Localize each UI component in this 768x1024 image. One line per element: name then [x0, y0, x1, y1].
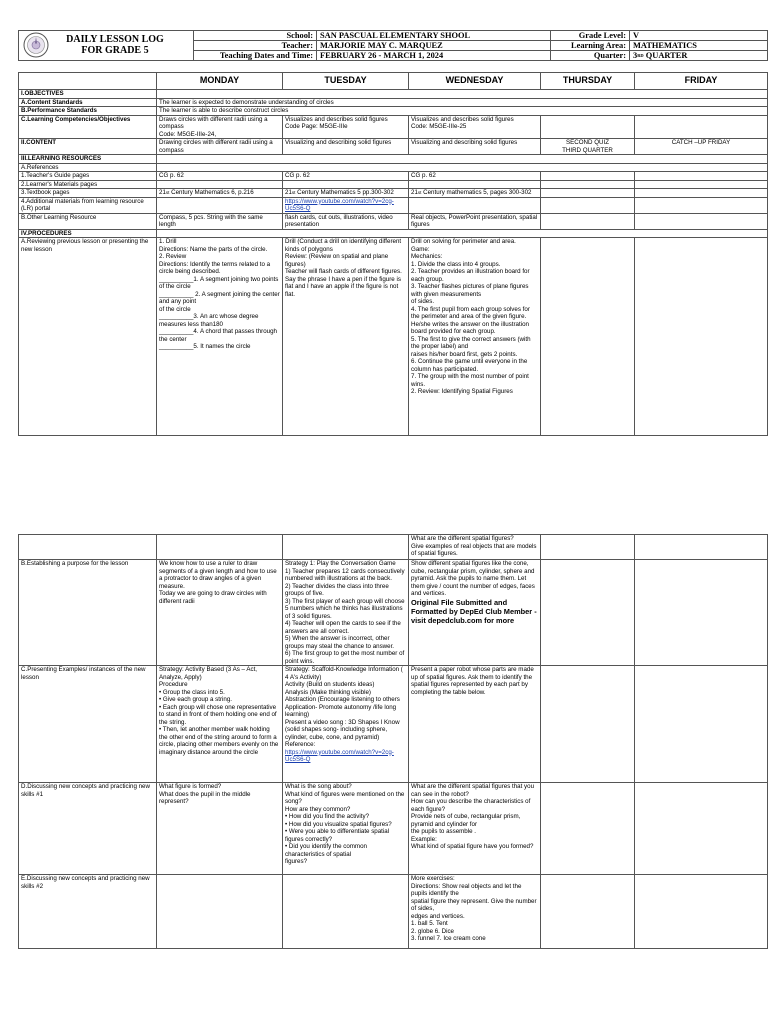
presenting-row [19, 666, 768, 783]
content-row [19, 139, 768, 155]
learners-materials-thursday [541, 180, 635, 189]
continued-friday [635, 535, 768, 560]
performance-standards-value: The learner is able to describe construct circles [157, 107, 768, 116]
other-resources-label: B.Other Learning Resource [19, 213, 157, 229]
textbook-wednesday [409, 189, 541, 198]
dates-label: Teaching Dates and Time: [194, 51, 317, 61]
teachers-guide-friday [635, 172, 768, 181]
reviewing-monday: 1. Drill Directions: Name the parts of the circle. 2. Review Directions: Identify the terms related to a circle being described. __________1. A segment joining two points of the circle __________ 2. A segment joining the center and any point of the circle __________3. An arc whose degree measures less than180 __________4. A chord that passes through the center __________5. It names the circle [157, 238, 283, 436]
objectives-row [19, 90, 768, 99]
grade-value: V [630, 31, 768, 41]
competencies-tuesday: Visualizes and describes solid figures Code Page: M5GE-IIIe [283, 115, 409, 139]
teachers-guide-thursday [541, 172, 635, 181]
discussing-2-thursday [541, 875, 635, 949]
objectives-label: I.OBJECTIVES [19, 90, 157, 99]
procedures-row [19, 229, 768, 238]
day-monday: MONDAY [157, 73, 283, 90]
discussing-1-wednesday: What are the different spatial figures that you can see in the robot? How can you describe the characteristics of each figure? Provide nets of cube, rectangular prism, pyramid and cylinder for the pupils to assemble . Example: What kind of spatial figure have you formed? [409, 783, 541, 875]
purpose-label: B.Establishing a purpose for the lesson [19, 560, 157, 666]
day-tuesday: TUESDAY [283, 73, 409, 90]
additional-materials-friday [635, 197, 768, 213]
reviewing-wednesday: Drill on solving for perimeter and area. Game: Mechanics: 1. Divide the class into 4 groups. 2. Teacher provides an illustration board for each group. 3. Teacher flashes pictures of plane figures with given measurements of sides. 4. The first pupil from each group solves for the perimeter and area of the given figure. He/she writes the answer on the illustration board provided for each group. 5. The first to give the correct answers (with the proper label) and raises his/her board first, gets 2 points. 6. Continue the game until everyone in the column has participated. 7. The group with the most number of point wins. 2. Review: Identifying Spatial Figures [409, 238, 541, 436]
continued-tuesday [283, 535, 409, 560]
textbook-monday-text: Century Mathematics 6, p.216 [169, 189, 254, 196]
teachers-guide-wednesday: CG p. 62 [409, 172, 541, 181]
additional-materials-label: 4.Additional materials from learning resource (LR) portal [19, 197, 157, 213]
discussing-1-monday: What figure is formed? What does the pupil in the middle represent? [157, 783, 283, 875]
discussing-1-friday [635, 783, 768, 875]
quarter-text: QUARTER [643, 51, 688, 60]
header-title [55, 34, 175, 56]
title-line-2: FOR GRADE 5 [81, 45, 149, 56]
learners-materials-label: 2.Learner's Materials pages [19, 180, 157, 189]
learners-materials-friday [635, 180, 768, 189]
lesson-grid-table-continued [18, 534, 768, 949]
learners-materials-tuesday [283, 180, 409, 189]
presenting-tuesday [283, 666, 409, 783]
textbook-tuesday-text: Century Mathematics 5 pp.300-302 [295, 189, 394, 196]
lesson-grid-part-1 [18, 72, 767, 436]
presenting-tuesday-text: Strategy: Scaffold-Knowledge Information ( 4 A's Activity) Activity (Build on students ideas) Analysis (Make thinking visible) Abstraction (Encourage listening to others Application- Promote autonomy /life long learning) Present a video song : 3D Shapes I Know (solid shapes song- including sphere, cylinder, cube, cone, and pyramid) Reference: [285, 666, 403, 748]
textbook-row [19, 189, 768, 198]
other-resources-friday [635, 213, 768, 229]
learning-resources-row [19, 155, 768, 164]
presenting-wednesday: Present a paper robot whose parts are made up of spatial figures. Ask them to identify the spatial figures represented by each part by completing the table below. [409, 666, 541, 783]
competencies-thursday [541, 115, 635, 139]
purpose-wednesday [409, 560, 541, 666]
additional-materials-row [19, 197, 768, 213]
area-label: Learning Area: [551, 41, 630, 51]
competencies-row [19, 115, 768, 139]
continued-thursday [541, 535, 635, 560]
references-row [19, 163, 768, 172]
additional-materials-thursday [541, 197, 635, 213]
continued-label [19, 535, 157, 560]
purpose-wednesday-text: Show different spatial figures like the cone, cube, rectangular prism, cylinder, sphere and pyramid. Ask the pupils to name them. Let them give / count the number of edges, faces and vertices. [411, 560, 535, 597]
area-value: MATHEMATICS [630, 41, 768, 51]
textbook-label: 3.Textbook pages [19, 189, 157, 198]
school-value: SAN PASCUAL ELEMENTARY SHOOL [317, 31, 551, 41]
content-thursday: SECOND QUIZ THIRD QUARTER [541, 139, 635, 155]
learners-materials-row [19, 180, 768, 189]
other-resources-row [19, 213, 768, 229]
content-label: II.CONTENT [19, 139, 157, 155]
competencies-monday: Draws circles with different radii using a compass Code: M5GE-IIIe-24, [157, 115, 283, 139]
purpose-friday [635, 560, 768, 666]
procedures-value [157, 229, 768, 238]
content-standards-row [19, 98, 768, 107]
content-friday: CATCH –UP FRIDAY [635, 139, 768, 155]
textbook-tuesday-sup: st [291, 190, 296, 195]
other-resources-monday: Compass, 5 pcs. String with the same length [157, 213, 283, 229]
dates-value: FEBRUARY 26 - MARCH 1, 2024 [317, 51, 551, 61]
reviewing-tuesday: Drill (Conduct a drill on identifying different kinds of polygons Review: (Review on spatial and plane figures) Teacher will flash cards of different figures. Say the phrase I have a pen if the figure is flat and I have an apple if the figure is not flat. [283, 238, 409, 436]
other-resources-wednesday: Real objects, PowerPoint presentation, spatial figures [409, 213, 541, 229]
textbook-wednesday-num: 21 [411, 189, 418, 196]
reviewing-row [19, 238, 768, 436]
objectives-value [157, 90, 768, 99]
textbook-friday [635, 189, 768, 198]
discussing-2-tuesday [283, 875, 409, 949]
references-value [157, 163, 768, 172]
quarter-suffix: RD [637, 53, 644, 58]
textbook-monday-sup: st [165, 190, 170, 195]
presenting-friday [635, 666, 768, 783]
textbook-tuesday-num: 21 [285, 189, 292, 196]
additional-materials-tuesday-link[interactable]: https://www.youtube.com/watch?v=2cg-Uc5S6-Q [283, 197, 409, 213]
title-line-1: DAILY LESSON LOG [66, 34, 164, 45]
textbook-thursday [541, 189, 635, 198]
discussing-2-wednesday: More exercises: Directions: Show real objects and let the pupils identify the spatial figure they represent. Give the number of sides, edges and vertices. 1. ball 5. Tent 2. globe 6. Dice 3. funnel 7. Ice cream cone [409, 875, 541, 949]
additional-materials-monday [157, 197, 283, 213]
content-standards-value: The learner is expected to demonstrate understanding of circles [157, 98, 768, 107]
performance-standards-label: B.Performance Standards [19, 107, 157, 116]
content-wednesday: Visualizing and describing solid figures [409, 139, 541, 155]
discussing-2-label: E.Discussing new concepts and practicing new skills #2 [19, 875, 157, 949]
presenting-label: C.Presenting Examples/ instances of the new lesson [19, 666, 157, 783]
reviewing-label: A.Reviewing previous lesson or presenting the new lesson [19, 238, 157, 436]
procedures-label: IV.PROCEDURES [19, 229, 157, 238]
other-resources-tuesday: flash cards, cut outs, illustrations, video presentation [283, 213, 409, 229]
content-standards-label: A.Content Standards [19, 98, 157, 107]
content-tuesday: Visualizing and describing solid figures [283, 139, 409, 155]
textbook-tuesday [283, 189, 409, 198]
header-section [18, 30, 767, 66]
competencies-wednesday: Visualizes and describes solid figures Code: M5GE-IIIe-25 [409, 115, 541, 139]
day-thursday: THURSDAY [541, 73, 635, 90]
discussing-1-thursday [541, 783, 635, 875]
reviewing-friday [635, 238, 768, 436]
textbook-monday-num: 21 [159, 189, 166, 196]
continued-row [19, 535, 768, 560]
continued-wednesday: What are the different spatial figures? Give examples of real objects that are models of spatial figures. [409, 535, 541, 560]
reviewing-thursday [541, 238, 635, 436]
purpose-monday: We know how to use a ruler to draw segments of a given length and how to use a protractor to draw angles of a given measure. Today we are going to draw circles with different radii [157, 560, 283, 666]
textbook-monday [157, 189, 283, 198]
discussing-1-row [19, 783, 768, 875]
day-friday: FRIDAY [635, 73, 768, 90]
performance-standards-row [19, 107, 768, 116]
lesson-grid-part-2 [18, 534, 767, 949]
grade-label: Grade Level: [551, 31, 630, 41]
textbook-wednesday-text: Century mathematics 5, pages 300-302 [421, 189, 532, 196]
purpose-thursday [541, 560, 635, 666]
header-logo-cell [19, 31, 194, 61]
learners-materials-monday [157, 180, 283, 189]
purpose-row [19, 560, 768, 666]
competencies-label: C.Learning Competencies/Objectives [19, 115, 157, 139]
discussing-2-friday [635, 875, 768, 949]
presenting-thursday [541, 666, 635, 783]
discussing-2-row [19, 875, 768, 949]
quarter-value [630, 51, 768, 61]
presenting-tuesday-link[interactable]: https://www.youtube.com/watch?v=2cg-Uc5S6-Q [285, 748, 394, 763]
deped-seal-icon [23, 32, 49, 58]
textbook-wednesday-sup: st [417, 190, 422, 195]
teachers-guide-monday: CG p. 62 [157, 172, 283, 181]
purpose-tuesday: Strategy 1: Play the Conversation Game 1) Teacher prepares 12 cards consecutively numbered with illustrations at the back. 2) Teacher divides the class into three groups of five. 3) The first player of each group will choose 5 numbers which he thinks has illustrations of 3 solid figures. 4) Teacher will open the cards to see if the answers are all correct. 5) When the answer is incorrect, other groups may steal the chance to answer. 6) The first group to get the most number of point wins. [283, 560, 409, 666]
discussing-2-monday [157, 875, 283, 949]
references-label: A.References [19, 163, 157, 172]
learning-resources-label: III.LEARNING RESOURCES [19, 155, 157, 164]
quarter-number: 3 [633, 51, 638, 60]
day-header-row [19, 73, 768, 90]
additional-materials-wednesday [409, 197, 541, 213]
other-resources-thursday [541, 213, 635, 229]
content-monday: Drawing circles with different radii using a compass [157, 139, 283, 155]
discussing-1-label: D.Discussing new concepts and practicing new skills #1 [19, 783, 157, 875]
lesson-grid-table [18, 72, 768, 436]
teacher-label: Teacher: [194, 41, 317, 51]
watermark-notice: Original File Submitted and Formatted by DepEd Club Member - visit depedclub.com for more [411, 597, 537, 625]
learning-resources-value [157, 155, 768, 164]
competencies-friday [635, 115, 768, 139]
learners-materials-wednesday [409, 180, 541, 189]
discussing-1-tuesday: What is the song about? What kind of figures were mentioned on the song? How are they common? • How did you find the activity? • How did you visualize spatial figures? • Were you able to differentiate spatial figures correctly? • Did you identify the common characteristics of spatial figures? [283, 783, 409, 875]
teachers-guide-tuesday: CG p. 62 [283, 172, 409, 181]
day-wednesday: WEDNESDAY [409, 73, 541, 90]
header-table [18, 30, 768, 61]
continued-monday [157, 535, 283, 560]
day-header-blank [19, 73, 157, 90]
school-label: School: [194, 31, 317, 41]
teachers-guide-label: 1.Teacher's Guide pages [19, 172, 157, 181]
quarter-label: Quarter: [551, 51, 630, 61]
presenting-monday: Strategy: Activity Based (3 As – Act, Analyze, Apply) Procedure • Group the class into 5. • Give each group a string. • Each group will chose one representative to stand in front of them holding one end of the string. • Then, let another member walk holding the other end of the string around to form a circle, placing other members evenly on the imaginary distance around the circle [157, 666, 283, 783]
teacher-value: MARJORIE MAY C. MARQUEZ [317, 41, 551, 51]
teachers-guide-row [19, 172, 768, 181]
